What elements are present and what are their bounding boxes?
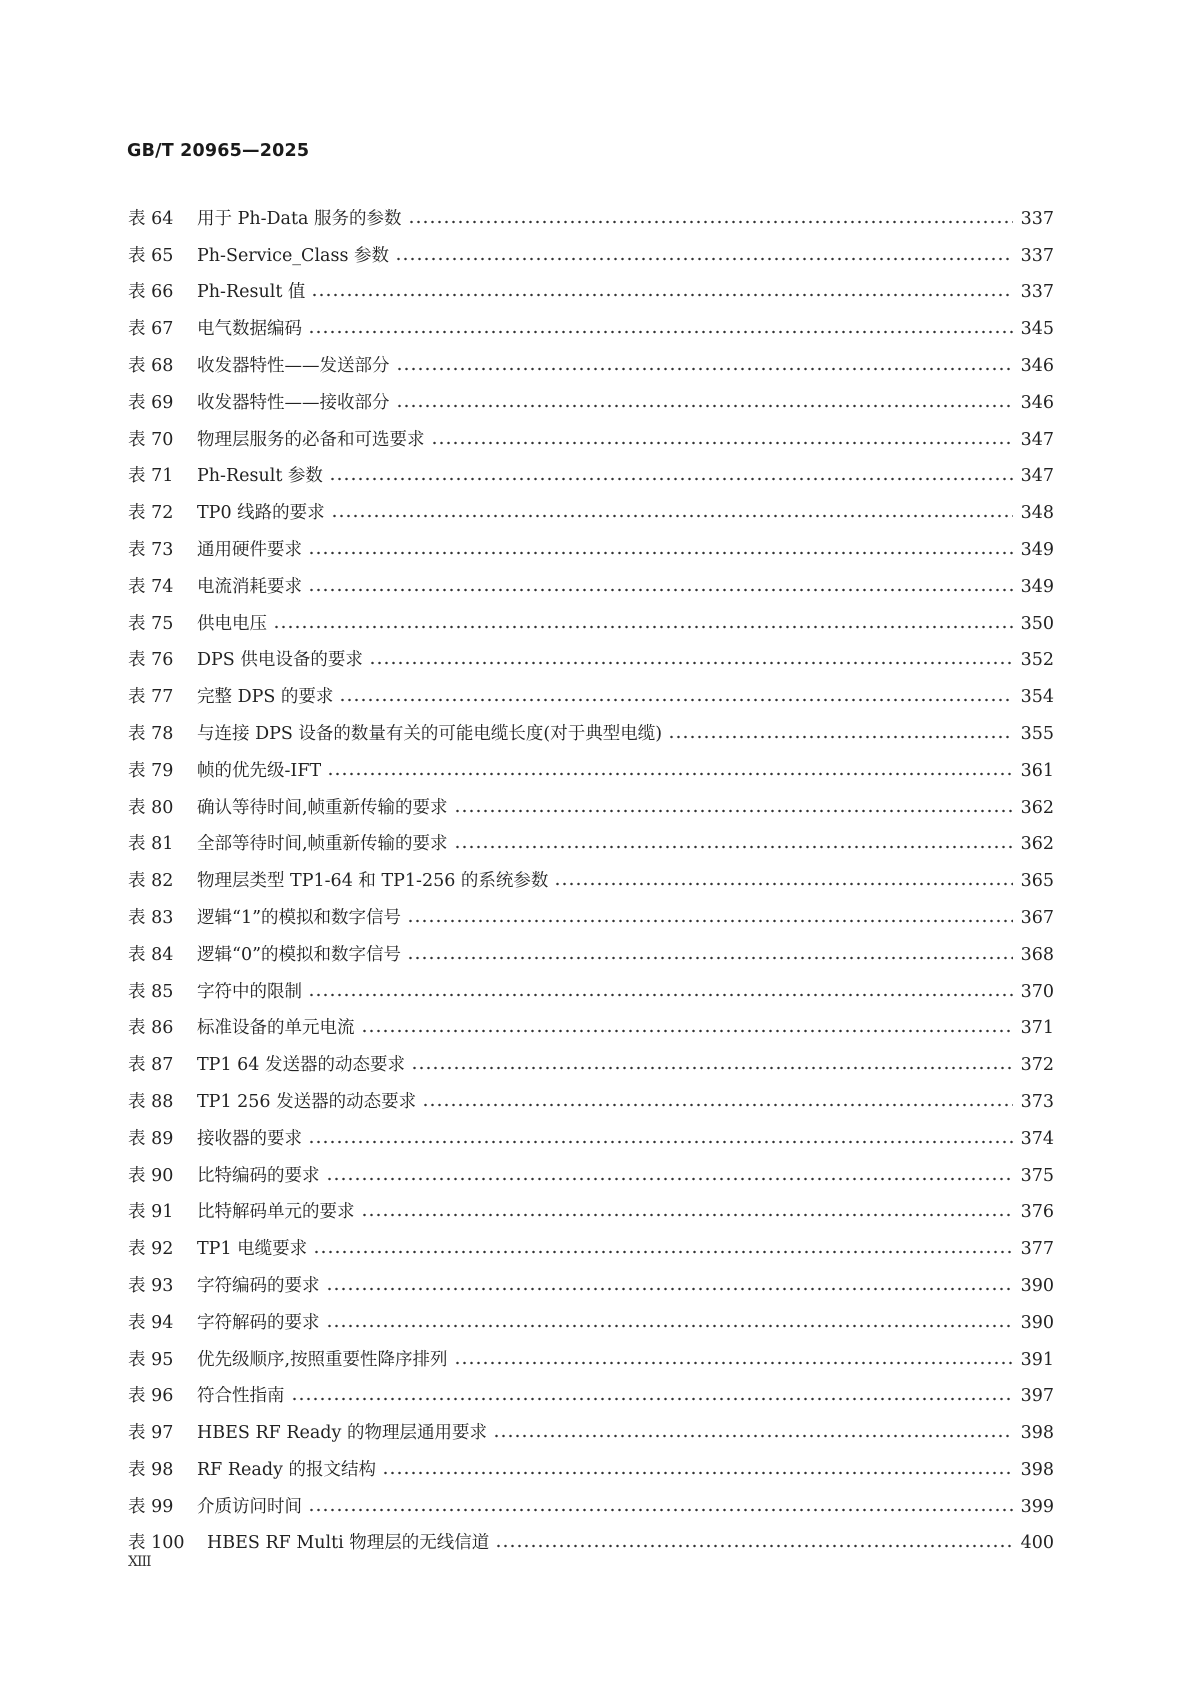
dot-leader	[326, 1324, 1013, 1328]
toc-entry[interactable]	[128, 671, 1054, 708]
dot-leader	[382, 1471, 1013, 1475]
toc-entry-title: HBES RF Ready 的物理层通用要求	[197, 1423, 487, 1444]
dot-leader	[308, 993, 1013, 997]
toc-entry-label: 表 100	[128, 1533, 185, 1554]
dot-leader	[407, 956, 1013, 960]
toc-entry-page: 377	[1020, 1239, 1054, 1260]
toc-entry-page: 337	[1020, 282, 1054, 303]
toc-entry-page: 361	[1020, 760, 1054, 781]
toc-entry-page: 371	[1020, 1018, 1054, 1039]
toc-entry-title: 帧的优先级-IFT	[197, 760, 322, 781]
toc-entry-page: 345	[1020, 319, 1054, 340]
toc-entry[interactable]	[128, 524, 1054, 561]
toc-entry-page: 346	[1020, 392, 1054, 413]
toc-entry-label: 表 68	[128, 355, 174, 376]
toc-entry[interactable]	[128, 377, 1054, 414]
dot-leader	[308, 1508, 1013, 1512]
toc-entry[interactable]	[128, 451, 1054, 488]
toc-entry-title: 字符解码的要求	[197, 1312, 320, 1333]
toc-entry-page: 398	[1020, 1459, 1054, 1480]
dot-leader	[308, 330, 1013, 334]
toc-entry[interactable]	[128, 1407, 1054, 1444]
toc-entry[interactable]	[128, 782, 1054, 819]
toc-entry[interactable]	[128, 1518, 1054, 1555]
toc-entry-label: 表 73	[128, 539, 174, 560]
toc-entry-page: 372	[1020, 1055, 1054, 1076]
toc-entry-label: 表 71	[128, 466, 174, 487]
toc-entry-page: 400	[1020, 1533, 1054, 1554]
dot-leader	[361, 1213, 1013, 1217]
toc-entry-title: 全部等待时间,帧重新传输的要求	[197, 834, 448, 855]
toc-entry-label: 表 86	[128, 1018, 174, 1039]
toc-entry[interactable]	[128, 708, 1054, 745]
toc-entry[interactable]	[128, 1444, 1054, 1481]
toc-entry[interactable]	[128, 892, 1054, 929]
toc-entry-title: 优先级顺序,按照重要性降序排列	[197, 1349, 448, 1370]
toc-entry-page: 370	[1020, 981, 1054, 1002]
toc-entry-label: 表 96	[128, 1386, 174, 1407]
table-of-contents	[128, 193, 1054, 1554]
toc-entry[interactable]	[128, 1334, 1054, 1371]
toc-entry[interactable]	[128, 230, 1054, 267]
toc-entry[interactable]	[128, 1223, 1054, 1260]
toc-entry-label: 表 90	[128, 1165, 174, 1186]
toc-entry-label: 表 84	[128, 944, 174, 965]
toc-entry-page: 373	[1020, 1091, 1054, 1112]
dot-leader	[495, 1544, 1012, 1548]
toc-entry-title: Ph-Result 参数	[197, 466, 323, 487]
toc-entry-page: 365	[1020, 871, 1054, 892]
toc-entry-page: 376	[1020, 1202, 1054, 1223]
toc-entry-label: 表 92	[128, 1239, 174, 1260]
toc-entry-label: 表 98	[128, 1459, 174, 1480]
toc-entry[interactable]	[128, 1113, 1054, 1150]
toc-entry-page: 337	[1020, 208, 1054, 229]
dot-leader	[308, 1140, 1013, 1144]
toc-entry-page: 397	[1020, 1386, 1054, 1407]
toc-entry-page: 367	[1020, 907, 1054, 928]
dot-leader	[422, 1103, 1012, 1107]
toc-entry-title: 接收器的要求	[197, 1128, 302, 1149]
dot-leader	[273, 625, 1013, 629]
toc-entry-label: 表 66	[128, 282, 174, 303]
dot-leader	[308, 551, 1013, 555]
toc-entry-title: 收发器特性——接收部分	[197, 392, 390, 413]
toc-entry-label: 表 81	[128, 834, 174, 855]
toc-entry-page: 350	[1020, 613, 1054, 634]
toc-entry-label: 表 76	[128, 650, 174, 671]
toc-entry[interactable]	[128, 1187, 1054, 1224]
dot-leader	[313, 1250, 1012, 1254]
toc-entry-title: TP1 电缆要求	[197, 1239, 308, 1260]
toc-entry-title: 电气数据编码	[197, 319, 302, 340]
dot-leader	[396, 367, 1013, 371]
toc-entry[interactable]	[128, 340, 1054, 377]
toc-entry[interactable]	[128, 635, 1054, 672]
toc-entry-title: 供电电压	[197, 613, 267, 634]
toc-entry-page: 352	[1020, 650, 1054, 671]
toc-entry-page: 346	[1020, 355, 1054, 376]
toc-entry-title: 字符编码的要求	[197, 1275, 320, 1296]
toc-entry-label: 表 82	[128, 871, 174, 892]
dot-leader	[326, 1177, 1013, 1181]
dot-leader	[454, 809, 1013, 813]
toc-entry-title: 符合性指南	[197, 1386, 285, 1407]
toc-entry-page: 368	[1020, 944, 1054, 965]
toc-entry-page: 348	[1020, 503, 1054, 524]
toc-entry-label: 表 99	[128, 1496, 174, 1517]
toc-entry-page: 347	[1020, 466, 1054, 487]
toc-entry-title: HBES RF Multi 物理层的无线信道	[207, 1533, 490, 1554]
toc-entry-label: 表 87	[128, 1055, 174, 1076]
toc-entry-page: 349	[1020, 576, 1054, 597]
toc-entry[interactable]	[128, 303, 1054, 340]
dot-leader	[308, 588, 1013, 592]
toc-entry-label: 表 85	[128, 981, 174, 1002]
toc-entry-title: Ph-Result 值	[197, 282, 306, 303]
toc-entry-label: 表 74	[128, 576, 174, 597]
dot-leader	[407, 919, 1013, 923]
toc-entry-title: 与连接 DPS 设备的数量有关的可能电缆长度(对于典型电缆)	[197, 723, 663, 744]
page-number: XIII	[128, 1554, 151, 1570]
toc-entry-label: 表 95	[128, 1349, 174, 1370]
dot-leader	[327, 772, 1012, 776]
toc-entry-label: 表 79	[128, 760, 174, 781]
toc-entry[interactable]	[128, 1150, 1054, 1187]
dot-leader	[311, 293, 1012, 297]
toc-entry-title: 收发器特性——发送部分	[197, 355, 390, 376]
toc-entry-title: RF Ready 的报文结构	[197, 1459, 376, 1480]
toc-entry-label: 表 91	[128, 1202, 174, 1223]
toc-entry-page: 390	[1020, 1275, 1054, 1296]
dot-leader	[329, 477, 1013, 481]
toc-entry-title: 字符中的限制	[197, 981, 302, 1002]
toc-entry-page: 374	[1020, 1128, 1054, 1149]
toc-entry-label: 表 67	[128, 319, 174, 340]
toc-entry-title: TP0 线路的要求	[197, 503, 325, 524]
toc-entry-label: 表 70	[128, 429, 174, 450]
toc-entry-page: 399	[1020, 1496, 1054, 1517]
toc-entry-page: 398	[1020, 1423, 1054, 1444]
document-header: GB/T 20965—2025	[127, 141, 310, 161]
toc-entry-title: 标准设备的单元电流	[197, 1018, 355, 1039]
toc-entry-title: TP1 64 发送器的动态要求	[197, 1055, 405, 1076]
toc-entry[interactable]	[128, 598, 1054, 635]
toc-entry[interactable]	[128, 745, 1054, 782]
toc-entry-label: 表 77	[128, 687, 174, 708]
dot-leader	[395, 257, 1013, 261]
dot-leader	[396, 404, 1013, 408]
toc-entry[interactable]	[128, 193, 1054, 230]
toc-entry-page: 375	[1020, 1165, 1054, 1186]
toc-entry-title: 介质访问时间	[197, 1496, 302, 1517]
toc-entry-label: 表 69	[128, 392, 174, 413]
toc-entry[interactable]	[128, 561, 1054, 598]
toc-entry-label: 表 94	[128, 1312, 174, 1333]
toc-entry-page: 390	[1020, 1312, 1054, 1333]
dot-leader	[326, 1287, 1013, 1291]
toc-entry[interactable]	[128, 1076, 1054, 1113]
toc-entry-page: 362	[1020, 834, 1054, 855]
toc-entry[interactable]	[128, 1003, 1054, 1040]
toc-entry-title: DPS 供电设备的要求	[197, 650, 363, 671]
toc-entry[interactable]	[128, 855, 1054, 892]
toc-entry[interactable]	[128, 819, 1054, 856]
dot-leader	[411, 1066, 1013, 1070]
toc-entry-title: 比特编码的要求	[197, 1165, 320, 1186]
toc-entry-label: 表 75	[128, 613, 174, 634]
dot-leader	[331, 514, 1013, 518]
toc-entry[interactable]	[128, 1260, 1054, 1297]
toc-entry[interactable]	[128, 966, 1054, 1003]
toc-entry-title: 逻辑“1”的模拟和数字信号	[197, 907, 402, 928]
toc-entry-title: 通用硬件要求	[197, 539, 302, 560]
dot-leader	[408, 220, 1013, 224]
toc-entry-title: 完整 DPS 的要求	[197, 687, 334, 708]
toc-entry-label: 表 65	[128, 245, 174, 266]
toc-entry-label: 表 93	[128, 1275, 174, 1296]
toc-entry[interactable]	[128, 1297, 1054, 1334]
toc-entry-label: 表 72	[128, 503, 174, 524]
toc-entry-label: 表 88	[128, 1091, 174, 1112]
dot-leader	[369, 661, 1013, 665]
toc-entry-label: 表 83	[128, 907, 174, 928]
toc-entry-title: 比特解码单元的要求	[197, 1202, 355, 1223]
toc-entry-label: 表 89	[128, 1128, 174, 1149]
toc-entry-title: 用于 Ph-Data 服务的参数	[197, 208, 402, 229]
toc-entry[interactable]	[128, 414, 1054, 451]
toc-entry[interactable]	[128, 1481, 1054, 1518]
dot-leader	[361, 1029, 1013, 1033]
toc-entry-label: 表 80	[128, 797, 174, 818]
toc-entry-page: 354	[1020, 687, 1054, 708]
toc-entry-page: 347	[1020, 429, 1054, 450]
toc-entry-title: 电流消耗要求	[197, 576, 302, 597]
dot-leader	[668, 735, 1013, 739]
toc-entry-page: 355	[1020, 723, 1054, 744]
toc-entry-title: Ph-Service_Class 参数	[197, 245, 390, 266]
dot-leader	[431, 441, 1013, 445]
toc-entry-page: 337	[1020, 245, 1054, 266]
dot-leader	[554, 882, 1012, 886]
toc-entry-page: 349	[1020, 539, 1054, 560]
toc-entry-label: 表 78	[128, 723, 174, 744]
dot-leader	[493, 1434, 1013, 1438]
toc-entry[interactable]	[128, 929, 1054, 966]
toc-entry-title: TP1 256 发送器的动态要求	[197, 1091, 417, 1112]
toc-entry-title: 物理层服务的必备和可选要求	[197, 429, 425, 450]
toc-entry[interactable]	[128, 1371, 1054, 1408]
toc-entry-label: 表 97	[128, 1423, 174, 1444]
dot-leader	[454, 845, 1013, 849]
toc-entry-label: 表 64	[128, 208, 174, 229]
toc-entry[interactable]	[128, 1039, 1054, 1076]
toc-entry-title: 确认等待时间,帧重新传输的要求	[197, 797, 448, 818]
toc-entry-title: 物理层类型 TP1-64 和 TP1-256 的系统参数	[197, 871, 549, 892]
toc-entry-page: 391	[1020, 1349, 1054, 1370]
toc-entry-title: 逻辑“0”的模拟和数字信号	[197, 944, 402, 965]
dot-leader	[339, 698, 1012, 702]
dot-leader	[291, 1397, 1013, 1401]
toc-entry-page: 362	[1020, 797, 1054, 818]
dot-leader	[454, 1361, 1013, 1365]
toc-entry[interactable]	[128, 487, 1054, 524]
toc-entry[interactable]	[128, 267, 1054, 304]
